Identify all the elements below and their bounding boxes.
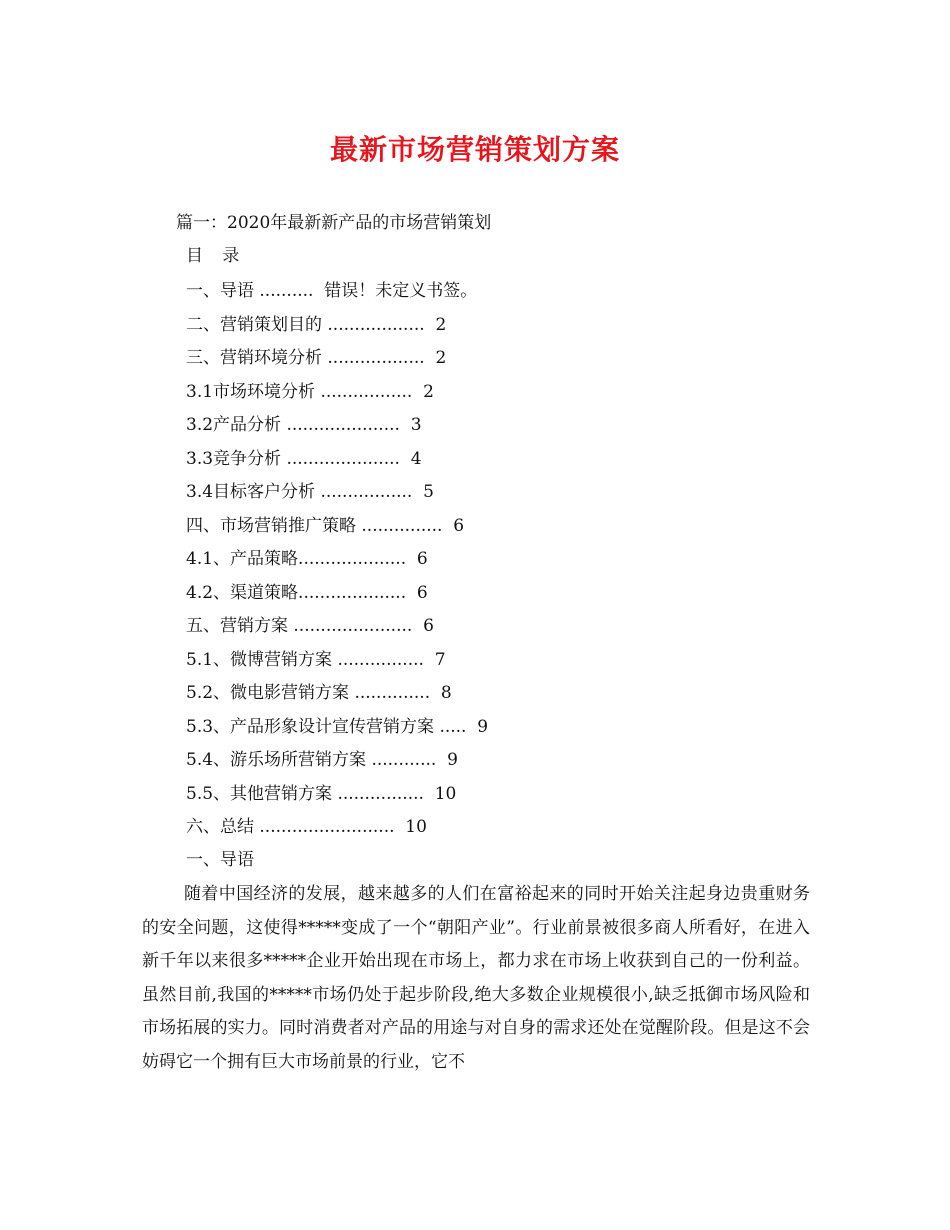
toc-entry: 二、营销策划目的 .................. 2 xyxy=(186,314,447,335)
toc-entry: 3.3竞争分析 ..................... 4 xyxy=(186,448,422,469)
toc-entry: 3.4目标客户分析 ................. 5 xyxy=(186,482,434,502)
toc-entry: 六、总结 ......................... 10 xyxy=(186,817,427,837)
toc-entry: 四、市场营销推广策略 ............... 6 xyxy=(186,515,465,536)
toc-entry: 5.3、产品形象设计宣传营销方案 ..... 9 xyxy=(186,716,489,737)
toc-entry: 三、营销环境分析 .................. 2 xyxy=(186,348,447,368)
toc-entry: 5.5、其他营销方案 ................ 10 xyxy=(186,783,457,804)
toc-entry: 3.2产品分析 ..................... 3 xyxy=(186,415,422,435)
section-heading: 一、导语 xyxy=(186,850,254,870)
toc-entry: 5.2、微电影营销方案 .............. 8 xyxy=(186,683,452,703)
toc-entry: 4.2、渠道策略.................... 6 xyxy=(186,582,428,603)
toc-entry: 4.1、产品策略.................... 6 xyxy=(186,549,428,569)
document-title: 最新市场营销策划方案 xyxy=(329,133,620,166)
document-subtitle: 篇一：2020年最新新产品的市场营销策划 xyxy=(176,213,492,233)
toc-entry: 3.1市场环境分析 ................. 2 xyxy=(186,381,434,402)
toc-entry: 5.1、微博营销方案 ................ 7 xyxy=(186,649,446,670)
table-of-contents xyxy=(186,275,488,845)
toc-entry: 5.4、游乐场所营销方案 ............ 9 xyxy=(186,750,458,770)
toc-entry: 五、营销方案 ...................... 6 xyxy=(186,616,434,636)
body-paragraph: 随着中国经济的发展，越来越多的人们在富裕起来的同时开始关注起身边贵重财务的安全问题，这使得*****变成了一个“朝阳产业”。行业前景被很多商人所看好，在进入新千年以来很多*****企业开始出现在市场上，都力求在市场上收获到自己的一份利益。虽然目前,我国的*****市场仍处于起步阶段,绝大多数企业规模很小,缺乏抵御市场风险和市场拓展的实力。同时消费者对产品的用途与对自身的需求还处在觉醒阶段。但是这不会妨碍它一个拥有巨大市场前景的行业，它不 xyxy=(142,884,810,1072)
toc-entry: 一、导语 .......... 错误！未定义书签。 xyxy=(186,281,478,301)
toc-heading: 目 录 xyxy=(186,246,240,266)
